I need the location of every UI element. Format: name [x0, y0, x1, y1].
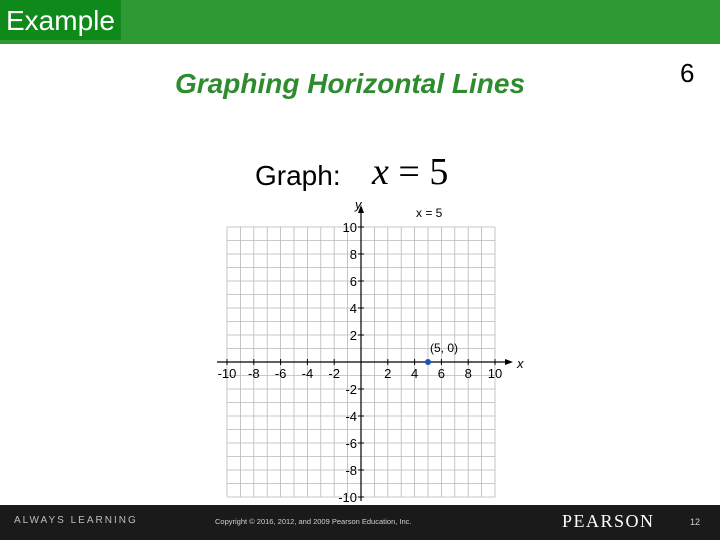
y-tick-label: -8: [345, 463, 357, 478]
x-tick-label: -6: [274, 366, 287, 381]
equation-variable: x: [372, 151, 389, 193]
y-tick-label: 10: [342, 220, 357, 235]
coordinate-graph: [200, 195, 540, 505]
x-tick-label: -8: [248, 366, 260, 381]
equation-operator: =: [388, 151, 430, 193]
y-tick-label: 8: [349, 247, 357, 262]
tick-labels: [218, 197, 524, 505]
x-tick-label: 8: [464, 366, 472, 381]
x-tick-label: -2: [328, 366, 340, 381]
y-tick-label: 2: [349, 328, 357, 343]
y-tick-label: 6: [349, 274, 357, 289]
footer-copyright: Copyright © 2016, 2012, and 2009 Pearson Education, Inc.: [215, 517, 412, 526]
x-tick-label: 10: [487, 366, 503, 381]
equation: [372, 150, 448, 194]
line-label: x = 5: [416, 206, 443, 220]
slide-title: Graphing Horizontal Lines: [175, 68, 526, 99]
x-tick-label: 4: [410, 366, 419, 381]
footer-page-number: 12: [690, 517, 701, 527]
slide-number: 6: [680, 58, 695, 88]
x-tick-label: -4: [301, 366, 314, 381]
y-tick-label: 4: [349, 301, 357, 316]
graph-prompt: Graph:: [255, 160, 341, 191]
y-tick-label: -2: [345, 382, 357, 397]
x-axis-letter: x: [517, 356, 524, 371]
data-point: [425, 359, 431, 365]
footer-bar: [0, 505, 720, 540]
y-axis-letter: y: [355, 197, 362, 212]
equation-value: 5: [429, 151, 449, 193]
pearson-logo: PEARSON: [562, 511, 655, 531]
header-label: Example: [0, 0, 121, 40]
x-tick-label: -10: [217, 366, 237, 381]
y-tick-label: -4: [345, 409, 357, 424]
header-bar: [0, 0, 720, 44]
y-tick-label: -10: [338, 490, 357, 505]
x-tick-label: 6: [437, 366, 446, 381]
point-label: (5, 0): [430, 341, 459, 355]
y-tick-label: -6: [345, 436, 357, 451]
footer-tagline: ALWAYS LEARNING: [14, 515, 138, 526]
x-tick-label: 2: [384, 366, 392, 381]
x-axis-arrow: [505, 359, 513, 365]
